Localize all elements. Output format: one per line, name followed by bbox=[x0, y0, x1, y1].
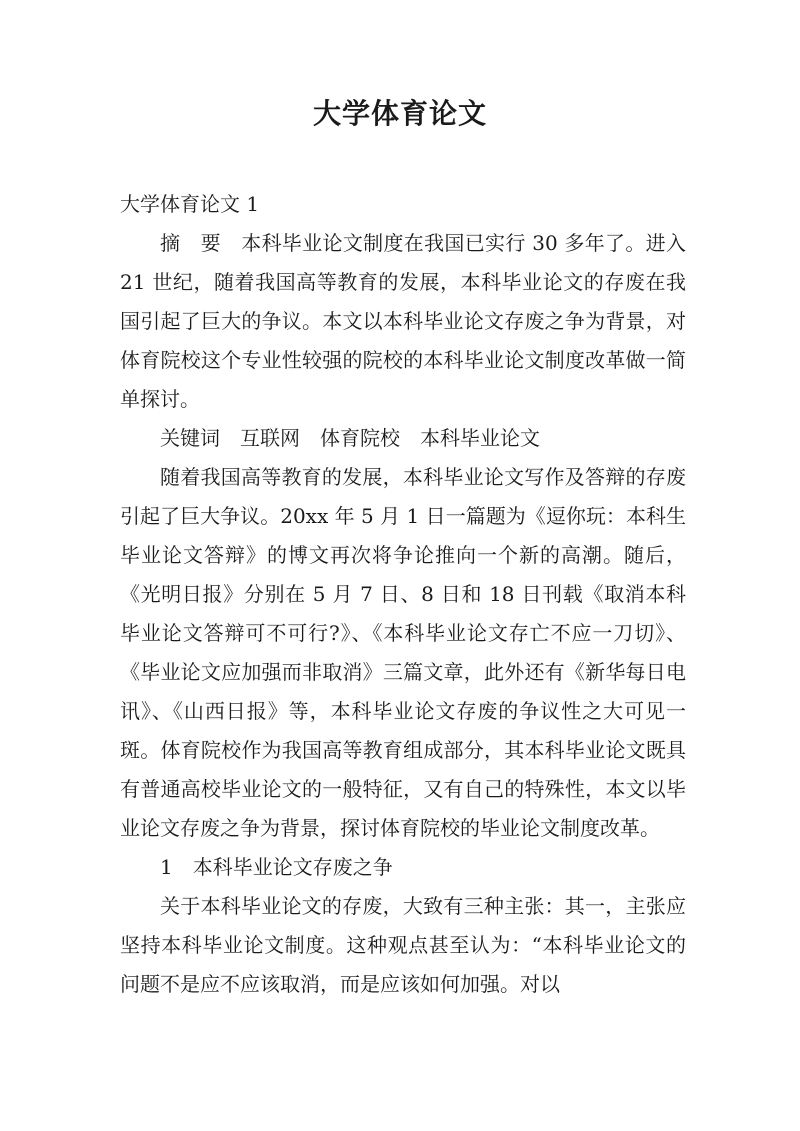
document-body bbox=[120, 185, 686, 1004]
document-title: 大学体育论文 bbox=[312, 97, 487, 130]
abstract-paragraph: 摘 要 本科毕业论文制度在我国已实行 30 多年了。进入 21 世纪，随着我国高等教育的发展，本科毕业论文的存废在我国引起了巨大的争议。本文以本科毕业论文存废之争为背景，对体育院校这个专业性较强的院校的本科毕业论文制度改革做一简单探讨。 bbox=[120, 231, 686, 411]
keywords-line: 关键词 互联网 体育院校 本科毕业论文 bbox=[160, 426, 540, 450]
body-paragraph: 关于本科毕业论文的存废，大致有三种主张：其一，主张应坚持本科毕业论文制度。这种观点甚至认为：“本科毕业论文的问题不是应不应该取消，而是应该如何加强。对以 bbox=[120, 894, 686, 996]
intro-paragraph: 随着我国高等教育的发展，本科毕业论文写作及答辩的存废引起了巨大争议。20xx 年 5 月 1 日一篇题为《逗你玩：本科生毕业论文答辩》的博文再次将争论推向一个新的高潮。随后，《光明日报》分别在 5 月 7 日、8 日和 18 日刊载《取消本科毕业论文答辩可不可行?》、《本科毕业论文存亡不应一刀切》、《毕业论文应加强而非取消》三篇文章，此外还有《新华每日电讯》、《山西日报》等，本科毕业论文存废的争议性之大可见一斑。体育院校作为我国高等教育组成部分，其本科毕业论文既具有普通高校毕业论文的一般特征，又有自己的特殊性，本文以毕业论文存废之争为背景，探讨体育院校的毕业论文制度改革。 bbox=[120, 465, 686, 840]
section-label: 大学体育论文 1 bbox=[120, 192, 260, 216]
section-heading: 1 本科毕业论文存废之争 bbox=[160, 855, 393, 879]
